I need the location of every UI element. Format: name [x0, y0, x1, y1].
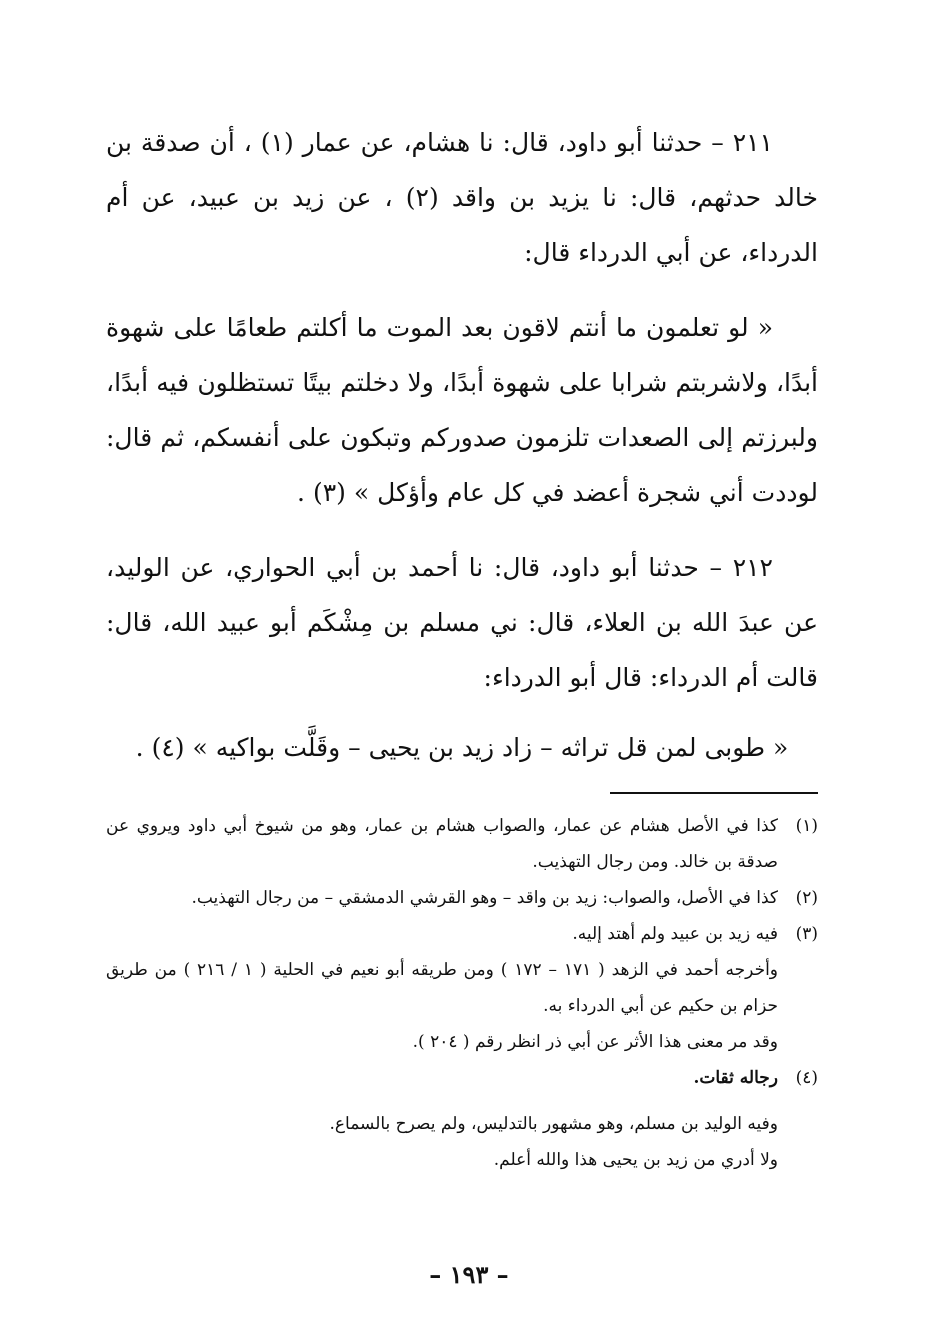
page-number: – ١٩٣ –	[429, 1260, 509, 1289]
footnote-number: (٤)	[795, 1068, 818, 1088]
footnote-line: وأخرجه أحمد في الزهد ( ١٧١ – ١٧٢ ) ومن طريقه أبو نعيم في الحلية ( ١ / ٢١٦ ) من طريق حزام بن حكيم عن أبي الدرداء به.	[106, 960, 779, 1016]
footnote-4	[106, 1060, 818, 1096]
footnote-text	[106, 916, 778, 1060]
footnote-divider	[610, 792, 818, 794]
footnote-3	[106, 916, 818, 1060]
footnote-2	[106, 880, 818, 916]
hadith-211-paragraph: ٢١١ – حدثنا أبو داود، قال: نا هشام، عن عمار (١) ، أن صدقة بن خالد حدثهم، قال: نا يزيد بن واقد (٢) ، عن زيد بن عبيد، عن أم الدرداء، عن أبي الدرداء قال:	[106, 128, 818, 267]
footnote-number: (٢)	[795, 888, 818, 908]
footnote-1	[106, 808, 818, 880]
footnote-4-continuation	[106, 1106, 778, 1178]
footnote-line: وقد مر معنى هذا الأثر عن أبي ذر انظر رقم ( ٢٠٤ ).	[412, 1032, 778, 1052]
hadith-212-quote-paragraph: « طوبى لمن قل تراثه – زاد زيد بن يحيى – وقَلَّت بواكيه » (٤) .	[135, 733, 789, 762]
hadith-212-paragraph: ٢١٢ – حدثنا أبو داود، قال: نا أحمد بن أبي الحواري، عن الوليد، عن عبدَ الله بن العلاء، قال: ني مسلم بن مِشْكَم أبو عبيد الله، قال: قالت أم الدرداء: قال أبو الدرداء:	[106, 553, 818, 692]
footnote-text	[106, 880, 778, 916]
footnote-line: وفيه الوليد بن مسلم، وهو مشهور بالتدليس، ولم يصرح بالسماع.	[329, 1114, 778, 1134]
footnote-line: رجاله ثقات.	[693, 1068, 778, 1088]
hadith-211-quote-paragraph: « لو تعلمون ما أنتم لاقون بعد الموت ما أكلتم طعامًا على شهوة أبدًا، ولاشربتم شرابا على شهوة أبدًا، ولا دخلتم بيتًا تستظلون فيه أبدًا، ولبرزتم إلى الصعدات تلزمون صدوركم وتبكون على أنفسكم، ثم قال: لوددت أني شجرة أعضد في كل عام وأؤكل » (٣) .	[106, 313, 818, 507]
footnote-text	[106, 808, 778, 880]
footnote-text	[106, 1060, 778, 1096]
footnote-line: كذا في الأصل هشام عن عمار، والصواب هشام بن عمار، وهو من شيوخ أبي داود ويروي عن صدقة بن خالد. ومن رجال التهذيب.	[106, 816, 778, 872]
footnote-number: (٣)	[795, 924, 818, 944]
footnote-line: فيه زيد بن عبيد ولم أهتد إليه.	[572, 924, 778, 944]
footnote-line: ولا أدري من زيد بن يحيى هذا والله أعلم.	[493, 1150, 778, 1170]
footnote-line: كذا في الأصل، والصواب: زيد بن واقد – وهو القرشي الدمشقي – من رجال التهذيب.	[191, 888, 778, 908]
footnotes-section	[106, 808, 818, 1178]
footnote-number: (١)	[795, 816, 818, 836]
